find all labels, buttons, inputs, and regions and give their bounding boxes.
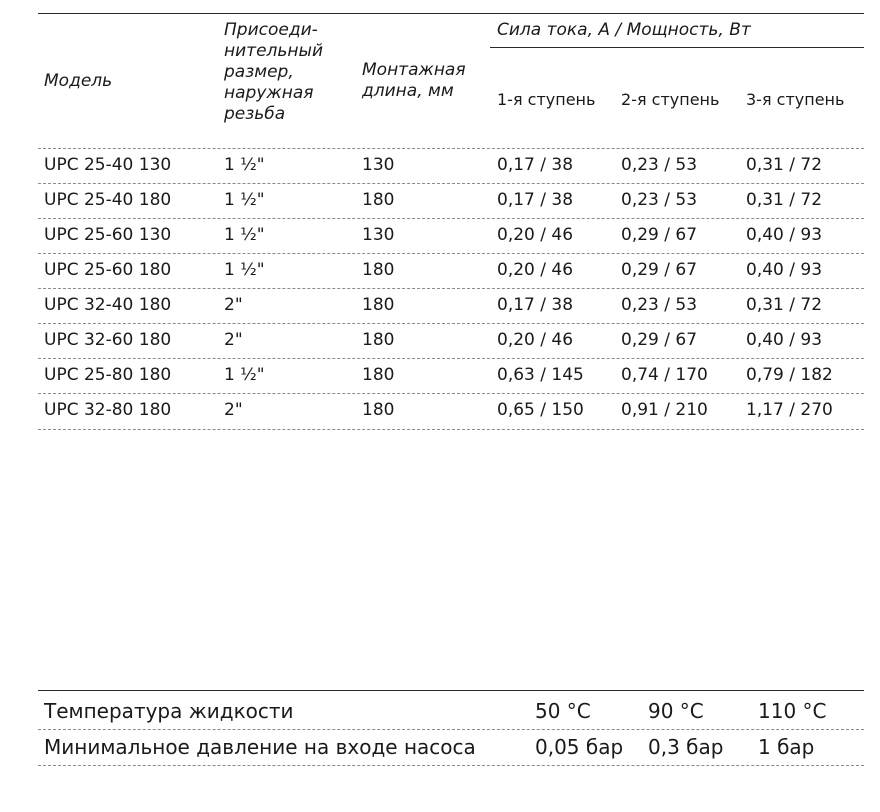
header-power-group: Сила тока, А / Мощность, Вт: [497, 20, 751, 40]
table-row: [0, 323, 880, 355]
cell-length: 180: [362, 365, 395, 385]
cell-stage-1: 0,20 / 46: [497, 330, 574, 350]
cell-stage-1: 0,17 / 38: [497, 155, 574, 175]
cell-connection: 2": [224, 295, 243, 315]
table-row: [0, 148, 880, 180]
temperature-value-1: 50 °C: [535, 699, 591, 723]
cell-stage-3: 0,40 / 93: [746, 225, 823, 245]
cell-stage-3: 0,79 / 182: [746, 365, 833, 385]
cell-length: 130: [362, 225, 395, 245]
cell-connection: 1 ½": [224, 190, 265, 210]
cell-stage-3: 0,40 / 93: [746, 260, 823, 280]
cell-stage-1: 0,63 / 145: [497, 365, 584, 385]
header-connection-line: наружная: [224, 83, 314, 103]
cell-length: 180: [362, 330, 395, 350]
pressure-label: Минимальное давление на входе насоса: [44, 735, 476, 759]
table-row: [0, 288, 880, 320]
cell-stage-3: 1,17 / 270: [746, 400, 833, 420]
temperature-value-2: 90 °C: [648, 699, 704, 723]
table-row: [0, 253, 880, 285]
table-row: [0, 218, 880, 250]
cell-length: 180: [362, 260, 395, 280]
cell-stage-2: 0,29 / 67: [621, 260, 698, 280]
conditions-bottom-rule: [38, 765, 864, 766]
header-stage-1: 1-я ступень: [497, 90, 596, 109]
cell-model: UPC 25-40 130: [44, 155, 172, 175]
cell-stage-2: 0,91 / 210: [621, 400, 708, 420]
pressure-value-1: 0,05 бар: [535, 735, 624, 759]
cell-stage-1: 0,20 / 46: [497, 225, 574, 245]
header-model: Модель: [44, 71, 113, 91]
table-row: [0, 183, 880, 215]
cell-stage-1: 0,17 / 38: [497, 295, 574, 315]
conditions-divider: [38, 729, 864, 730]
table-top-rule: [38, 13, 864, 14]
cell-length: 180: [362, 400, 395, 420]
header-connection-line: нительный: [224, 41, 323, 61]
cell-connection: 2": [224, 400, 243, 420]
cell-stage-2: 0,23 / 53: [621, 190, 698, 210]
cell-stage-2: 0,29 / 67: [621, 225, 698, 245]
temperature-label: Температура жидкости: [44, 699, 294, 723]
cell-connection: 2": [224, 330, 243, 350]
cell-model: UPC 25-60 180: [44, 260, 172, 280]
header-mount-length: [362, 60, 466, 102]
cell-model: UPC 32-60 180: [44, 330, 172, 350]
pressure-value-3: 1 бар: [758, 735, 815, 759]
cell-stage-1: 0,20 / 46: [497, 260, 574, 280]
cell-connection: 1 ½": [224, 155, 265, 175]
header-connection-size: [224, 20, 323, 125]
cell-model: UPC 25-60 130: [44, 225, 172, 245]
cell-stage-1: 0,17 / 38: [497, 190, 574, 210]
cell-stage-3: 0,31 / 72: [746, 190, 823, 210]
cell-length: 130: [362, 155, 395, 175]
pressure-value-2: 0,3 бар: [648, 735, 724, 759]
cell-stage-2: 0,29 / 67: [621, 330, 698, 350]
conditions-top-rule: [38, 690, 864, 691]
cell-connection: 1 ½": [224, 365, 265, 385]
cell-model: UPC 25-40 180: [44, 190, 172, 210]
header-stage-3: 3-я ступень: [746, 90, 845, 109]
table-bottom-rule: [38, 429, 864, 430]
table-row: [0, 358, 880, 390]
cell-stage-3: 0,31 / 72: [746, 155, 823, 175]
cell-model: UPC 32-40 180: [44, 295, 172, 315]
cell-stage-2: 0,23 / 53: [621, 155, 698, 175]
temperature-value-3: 110 °C: [758, 699, 827, 723]
cell-stage-1: 0,65 / 150: [497, 400, 584, 420]
header-connection-line: резьба: [224, 104, 286, 124]
cell-model: UPC 25-80 180: [44, 365, 172, 385]
cell-length: 180: [362, 190, 395, 210]
cell-model: UPC 32-80 180: [44, 400, 172, 420]
cell-stage-2: 0,23 / 53: [621, 295, 698, 315]
header-connection-line: Присоеди-: [224, 20, 318, 40]
cell-connection: 1 ½": [224, 260, 265, 280]
power-group-rule: [490, 47, 864, 48]
header-connection-line: размер,: [224, 62, 294, 82]
table-row: [0, 393, 880, 425]
header-stage-2: 2-я ступень: [621, 90, 720, 109]
cell-connection: 1 ½": [224, 225, 265, 245]
header-length-line: длина, мм: [362, 81, 454, 101]
cell-stage-2: 0,74 / 170: [621, 365, 708, 385]
cell-stage-3: 0,31 / 72: [746, 295, 823, 315]
header-length-line: Монтажная: [362, 60, 466, 80]
cell-stage-3: 0,40 / 93: [746, 330, 823, 350]
cell-length: 180: [362, 295, 395, 315]
